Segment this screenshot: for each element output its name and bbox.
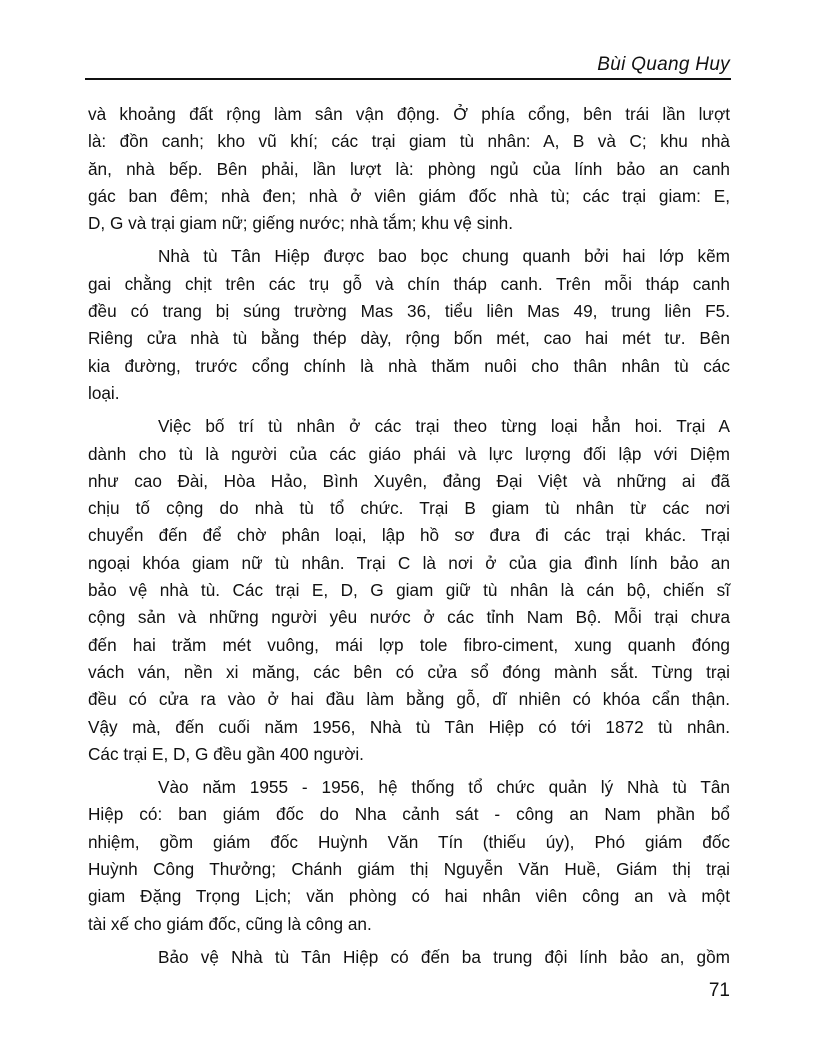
- paragraph: [88, 944, 730, 971]
- text-line: gác ban đêm; nhà đen; nhà ở viên giám đốc nhà tù; các trại giam: E,: [88, 185, 730, 206]
- text-line: đều có cửa ra vào ở hai đầu làm bằng gỗ, dĩ nhiên có khóa cẩn thận.: [88, 689, 730, 710]
- text-line: D, G và trại giam nữ; giếng nước; nhà tắm; khu vệ sinh.: [88, 213, 514, 234]
- paragraph: [88, 101, 730, 237]
- running-header-author: Bùi Quang Huy: [597, 54, 730, 75]
- text-line: Hiệp có: ban giám đốc do Nha cảnh sát - công an Nam phần bổ: [88, 804, 730, 825]
- text-line: Vào năm 1955 - 1956, hệ thống tổ chức quản lý Nhà tù Tân: [158, 777, 730, 798]
- text-line: Nhà tù Tân Hiệp được bao bọc chung quanh bởi hai lớp kẽm: [158, 246, 730, 267]
- text-line: gai chằng chịt trên các trụ gỗ và chín tháp canh. Trên mỗi tháp canh: [88, 273, 730, 294]
- text-line: dành cho tù là người của các giáo phái và lực lượng đối lập với Diệm: [88, 443, 730, 464]
- page-number: 71: [708, 980, 730, 1001]
- text-line: chịu tố cộng do nhà tù tổ chức. Trại B giam tù nhân từ các nơi: [88, 498, 730, 519]
- text-line: là: đồn canh; kho vũ khí; các trại giam tù nhân: A, B và C; khu nhà: [88, 131, 730, 152]
- body-text: [88, 101, 730, 977]
- paragraph: [88, 243, 730, 407]
- text-line: Việc bố trí tù nhân ở các trại theo từng loại hẳn hoi. Trại A: [158, 416, 730, 437]
- text-line: và khoảng đất rộng làm sân vận động. Ở phía cổng, bên trái lần lượt: [88, 104, 730, 124]
- text-line: nhiệm, gồm giám đốc Huỳnh Văn Tín (thiếu úy), Phó giám đốc: [88, 831, 730, 852]
- text-line: ăn, nhà bếp. Bên phải, lần lượt là: phòng ngủ của lính bảo an canh: [88, 158, 730, 179]
- header-rule: [85, 78, 731, 80]
- text-line: Các trại E, D, G đều gần 400 người.: [88, 743, 364, 764]
- text-line: như cao Đài, Hòa Hảo, Bình Xuyên, đảng Đại Việt và những ai đã: [88, 470, 730, 491]
- text-line: loại.: [88, 382, 120, 403]
- text-line: Bảo vệ Nhà tù Tân Hiệp có đến ba trung đội lính bảo an, gồm: [158, 946, 730, 967]
- paragraph: [88, 774, 730, 938]
- text-line: chuyển đến để chờ phân loại, lập hồ sơ đưa đi các trại khác. Trại: [88, 525, 730, 546]
- text-line: tài xế cho giám đốc, cũng là công an.: [88, 913, 372, 934]
- text-line: Vậy mà, đến cuối năm 1956, Nhà tù Tân Hiệp có tới 1872 tù nhân.: [88, 716, 730, 737]
- text-line: Huỳnh Công Thưởng; Chánh giám thị Nguyễn Văn Huề, Giám thị trại: [88, 859, 730, 880]
- text-line: Riêng cửa nhà tù bằng thép dày, rộng bốn mét, cao hai mét tư. Bên: [88, 328, 730, 349]
- text-line: cộng sản và những người yêu nước ở các tỉnh Nam Bộ. Mỗi trại chưa: [88, 607, 730, 628]
- text-line: vách ván, nền xi măng, các bên có cửa sổ đóng mành sắt. Từng trại: [88, 661, 730, 682]
- text-line: đều có trang bị súng trường Mas 36, tiểu liên Mas 49, trung liên F5.: [88, 301, 730, 322]
- text-line: ngoại khóa giam nữ tù nhân. Trại C là nơi ở của gia đình lính bảo an: [88, 552, 730, 573]
- text-line: kia đường, trước cổng chính là nhà thăm nuôi cho thân nhân tù các: [88, 355, 730, 376]
- paragraph: [88, 413, 730, 768]
- text-line: bảo vệ nhà tù. Các trại E, D, G giam giữ tù nhân là cán bộ, chiến sĩ: [88, 580, 730, 601]
- text-line: đến hai trăm mét vuông, mái lợp tole fibro-ciment, xung quanh đóng: [88, 634, 730, 655]
- text-line: giam Đặng Trọng Lịch; văn phòng có hai nhân viên công an và một: [88, 886, 730, 907]
